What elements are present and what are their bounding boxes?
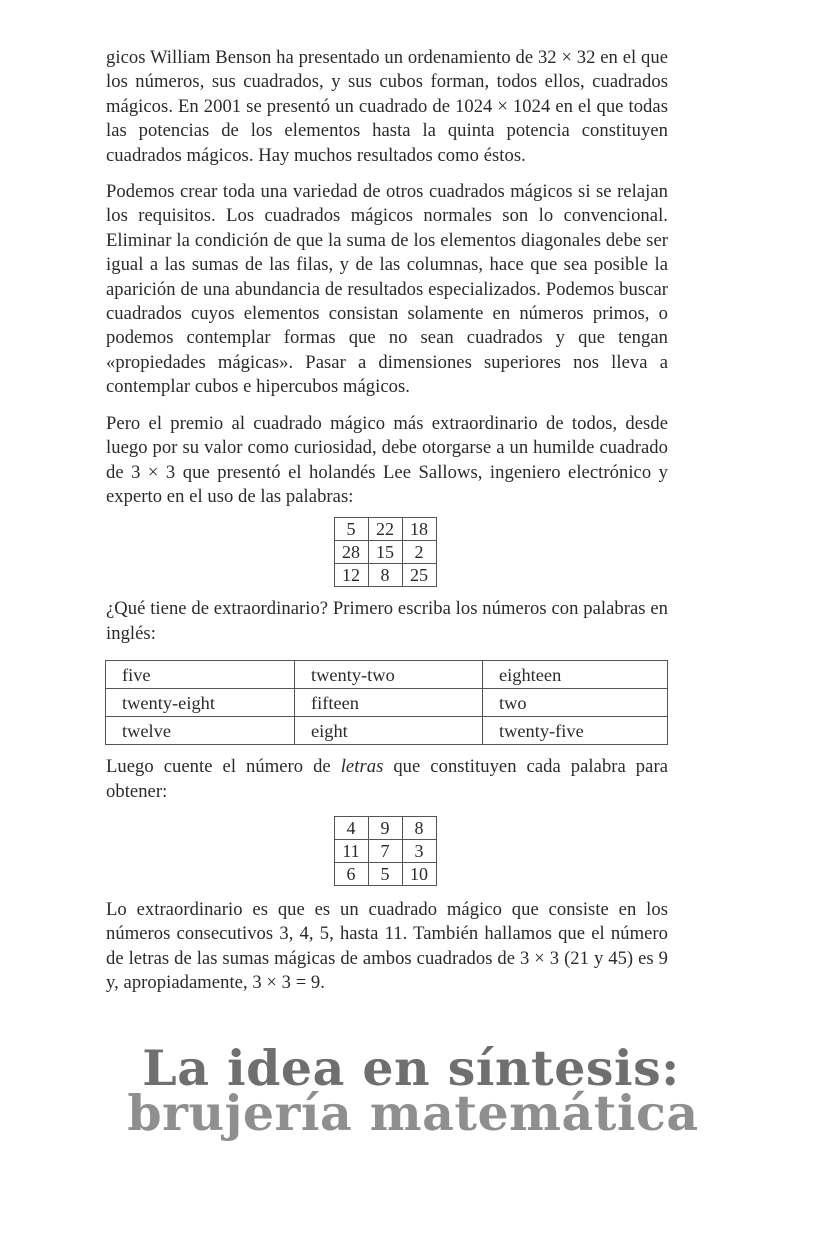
grid-cell: 6: [334, 862, 368, 885]
grid-cell: 4: [334, 816, 368, 839]
paragraph-sallows-intro: Pero el premio al cuadrado mágico más extraordinario de todos, desde luego por su valor como curiosidad, debe otorgarse a un humilde cuadrado de 3 × 3 que presentó el holandés Lee Sallows, ingeniero electrónico y experto en el uso de las palabras:: [106, 412, 668, 507]
grid-cell: 15: [368, 541, 402, 564]
grid-row: [334, 839, 436, 862]
grid-cell: 9: [368, 816, 402, 839]
table-cell: fifteen: [295, 689, 483, 717]
paragraph-count-letters: [106, 755, 668, 804]
grid-cell: 11: [334, 839, 368, 862]
letters-square-wrapper: [102, 816, 668, 886]
table-row: [106, 661, 668, 689]
summary-headline-line2: brujería matemática: [127, 1084, 699, 1142]
paragraph-variations: Podemos crear toda una variedad de otros cuadrados mágicos si se relajan los requisitos. Los cuadrados mágicos normales son lo convencional. Eliminar la condición de que la suma de los elementos diagonales debe ser igual a las sumas de las filas, y de las columnas, hace que sea posible la aparición de una abundancia de resultados especializados. Podemos buscar cuadrados cuyos elementos consistan solamente en números primos, o podemos contemplar formas que no sean cuadrados y que tengan «propiedades mágicas». Pasar a dimensiones superiores nos lleva a contemplar cubos e hipercubos mágicos.: [106, 181, 668, 398]
grid-row: [334, 518, 436, 541]
sallows-magic-square: [334, 517, 437, 587]
table-cell: eighteen: [483, 661, 668, 689]
table-row: [106, 717, 668, 745]
grid-cell: 22: [368, 518, 402, 541]
grid-cell: 2: [402, 541, 436, 564]
number-words-table: [105, 660, 668, 745]
sallows-square-wrapper: [102, 517, 668, 587]
emphasis-letras: letras: [340, 756, 384, 778]
grid-cell: 8: [368, 564, 402, 587]
paragraph-benson: gicos William Benson ha presentado un ordenamiento de 32 × 32 en el que los números, sus cuadrados, y sus cubos forman, todos ellos, cuadrados mágicos. En 2001 se presentó un cuadrado de 1024 × 1024 en el que todas las potencias de los elementos hasta la quinta potencia constituyen cuadrados mágicos. Hay muchos resultados como éstos.: [106, 47, 668, 166]
grid-row: [334, 564, 436, 587]
summary-headline-line1: La idea en síntesis:: [142, 1039, 680, 1097]
grid-cell: 5: [334, 518, 368, 541]
text-segment: Luego cuente el número de: [106, 756, 341, 778]
text-segment: que constituyen cada palabra para obtener:: [106, 756, 668, 802]
table-cell: twelve: [106, 717, 295, 745]
table-cell: five: [106, 661, 295, 689]
letters-magic-square: [334, 816, 437, 886]
grid-cell: 8: [402, 816, 436, 839]
grid-cell: 25: [402, 564, 436, 587]
paragraph-conclusion: Lo extraordinario es que es un cuadrado mágico que consiste en los números consecutivos 3, 4, 5, hasta 11. También hallamos que el número de letras de las sumas mágicas de ambos cuadrados de 3 × 3 (21 y 45) es 9 y, apropiadamente, 3 × 3 = 9.: [106, 898, 668, 994]
grid-row: [334, 816, 436, 839]
grid-cell: 10: [402, 862, 436, 885]
table-cell: two: [483, 689, 668, 717]
grid-cell: 12: [334, 564, 368, 587]
grid-cell: 28: [334, 541, 368, 564]
paragraph-question: ¿Qué tiene de extraordinario? Primero escriba los números con palabras en inglés:: [106, 598, 668, 644]
table-cell: eight: [295, 717, 483, 745]
grid-cell: 5: [368, 862, 402, 885]
grid-cell: 18: [402, 518, 436, 541]
page-body: [106, 46, 668, 996]
grid-cell: 3: [402, 839, 436, 862]
grid-cell: 7: [368, 839, 402, 862]
table-row: [106, 689, 668, 717]
grid-row: [334, 541, 436, 564]
table-cell: twenty-eight: [106, 689, 295, 717]
table-cell: twenty-five: [483, 717, 668, 745]
table-cell: twenty-two: [295, 661, 483, 689]
grid-row: [334, 862, 436, 885]
